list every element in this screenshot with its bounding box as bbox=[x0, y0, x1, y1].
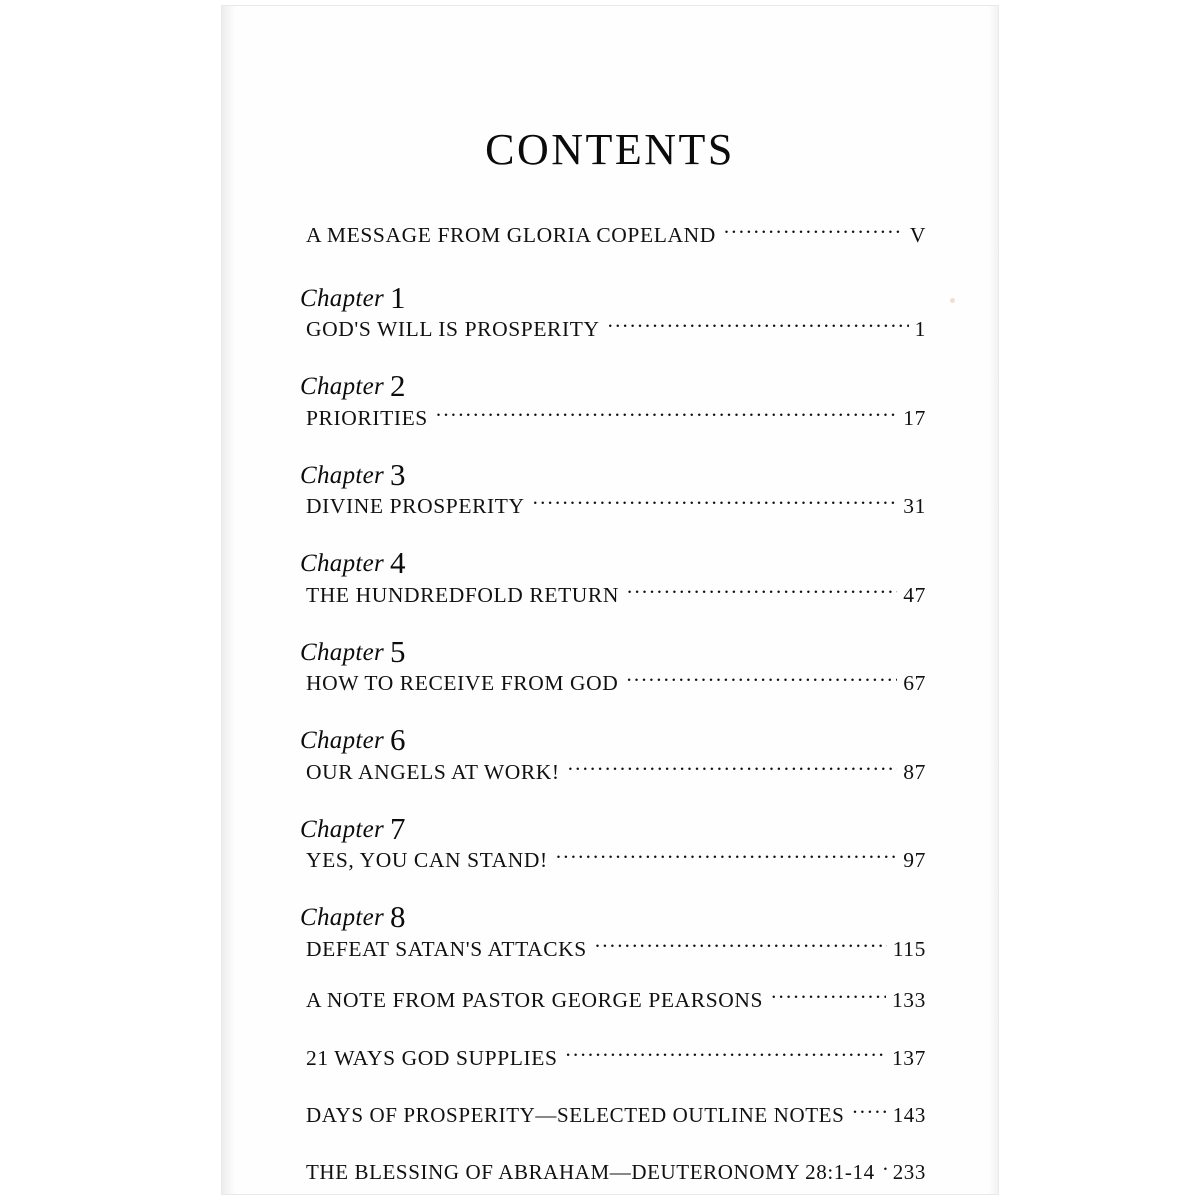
toc-entry-title: DIVINE PROSPERITY bbox=[306, 494, 525, 518]
dot-leader bbox=[852, 1101, 886, 1122]
toc-entry-page: 31 bbox=[903, 494, 926, 518]
dot-leader bbox=[627, 580, 897, 602]
chapter-label bbox=[300, 809, 926, 845]
page-gutter-shading bbox=[222, 6, 236, 1194]
chapter-label bbox=[300, 455, 926, 491]
chapter-number: 2 bbox=[390, 368, 406, 403]
toc-entry-blessing-of-abraham[interactable] bbox=[306, 1158, 926, 1185]
dot-leader bbox=[595, 934, 887, 956]
chapter-label bbox=[300, 278, 926, 314]
dot-leader bbox=[724, 220, 904, 242]
toc-entry-title: A NOTE FROM PASTOR GEORGE PEARSONS bbox=[306, 988, 764, 1012]
chapter-word: Chapter bbox=[300, 904, 385, 931]
toc-entry-page: 67 bbox=[903, 671, 926, 695]
toc-entry-page: 87 bbox=[903, 759, 926, 784]
toc-entry-title: THE HUNDREDFOLD RETURN bbox=[306, 582, 619, 607]
dot-leader bbox=[566, 1043, 886, 1065]
toc-entry-title: DEFEAT SATAN'S ATTACKS bbox=[306, 936, 587, 961]
toc-chapter-2[interactable] bbox=[300, 366, 926, 431]
table-of-contents bbox=[300, 220, 926, 1185]
chapter-word: Chapter bbox=[300, 550, 385, 577]
toc-entry-page: 133 bbox=[891, 988, 926, 1012]
dot-leader bbox=[626, 669, 897, 691]
chapter-word: Chapter bbox=[300, 373, 385, 400]
book-page bbox=[222, 6, 998, 1194]
toc-entry-title: OUR ANGELS AT WORK! bbox=[306, 759, 560, 784]
toc-entry-page: V bbox=[909, 222, 926, 247]
toc-entry-title: A MESSAGE FROM GLORIA COPELAND bbox=[306, 222, 716, 247]
toc-entry-page: 233 bbox=[892, 1159, 926, 1184]
dot-leader bbox=[533, 492, 898, 514]
page-title: CONTENTS bbox=[485, 125, 735, 174]
toc-entry-days-of-prosperity[interactable] bbox=[306, 1101, 926, 1128]
toc-chapter-8[interactable] bbox=[300, 897, 926, 962]
page-edge-shading bbox=[988, 6, 998, 1194]
chapter-number: 3 bbox=[390, 456, 406, 492]
chapter-number: 1 bbox=[390, 279, 406, 315]
toc-entry-page: 1 bbox=[914, 317, 926, 341]
toc-entry-page: 137 bbox=[891, 1045, 926, 1070]
chapter-word: Chapter bbox=[300, 727, 385, 754]
toc-entry-page: 17 bbox=[903, 405, 926, 430]
dot-leader bbox=[883, 1158, 887, 1179]
chapter-number: 6 bbox=[390, 722, 406, 757]
toc-chapter-5[interactable] bbox=[300, 632, 926, 697]
chapter-word: Chapter bbox=[300, 284, 385, 312]
chapter-number: 7 bbox=[390, 810, 406, 846]
scan-speck bbox=[950, 298, 955, 303]
toc-entry-title: HOW TO RECEIVE FROM GOD bbox=[306, 671, 619, 695]
chapter-word: Chapter bbox=[300, 638, 385, 666]
dot-leader bbox=[608, 315, 909, 337]
chapter-label bbox=[300, 720, 926, 756]
chapter-label bbox=[300, 632, 926, 668]
toc-entry-title: PRIORITIES bbox=[306, 405, 428, 430]
toc-entry-title: DAYS OF PROSPERITY—SELECTED OUTLINE NOTES bbox=[306, 1102, 845, 1127]
dot-leader bbox=[568, 757, 898, 779]
chapter-label bbox=[300, 897, 926, 933]
toc-entry-note-from-pastor[interactable] bbox=[306, 986, 926, 1014]
chapter-number: 8 bbox=[390, 899, 406, 934]
toc-entry-page: 47 bbox=[903, 582, 926, 607]
chapter-label bbox=[300, 543, 926, 579]
dot-leader bbox=[556, 846, 897, 868]
toc-entry-title: GOD'S WILL IS PROSPERITY bbox=[306, 317, 600, 341]
toc-entry-front-matter[interactable] bbox=[306, 220, 926, 248]
dot-leader bbox=[771, 986, 886, 1008]
toc-chapter-4[interactable] bbox=[300, 543, 926, 608]
toc-chapter-3[interactable] bbox=[300, 455, 926, 520]
toc-entry-title: 21 WAYS GOD SUPPLIES bbox=[306, 1045, 558, 1070]
toc-entry-page: 115 bbox=[892, 936, 926, 961]
dot-leader bbox=[436, 403, 897, 425]
chapter-label bbox=[300, 366, 926, 402]
toc-entry-page: 97 bbox=[903, 848, 926, 872]
toc-entry-page: 143 bbox=[892, 1102, 926, 1127]
toc-chapter-1[interactable] bbox=[300, 278, 926, 343]
toc-entry-21-ways[interactable] bbox=[306, 1043, 926, 1071]
toc-entry-title: THE BLESSING OF ABRAHAM—DEUTERONOMY 28:1-14 bbox=[306, 1159, 875, 1184]
toc-chapter-7[interactable] bbox=[300, 809, 926, 874]
chapter-number: 4 bbox=[390, 545, 406, 580]
chapter-number: 5 bbox=[390, 633, 406, 669]
toc-entry-title: YES, YOU CAN STAND! bbox=[306, 848, 548, 872]
chapter-word: Chapter bbox=[300, 461, 385, 489]
toc-chapter-6[interactable] bbox=[300, 720, 926, 785]
chapter-word: Chapter bbox=[300, 815, 385, 843]
